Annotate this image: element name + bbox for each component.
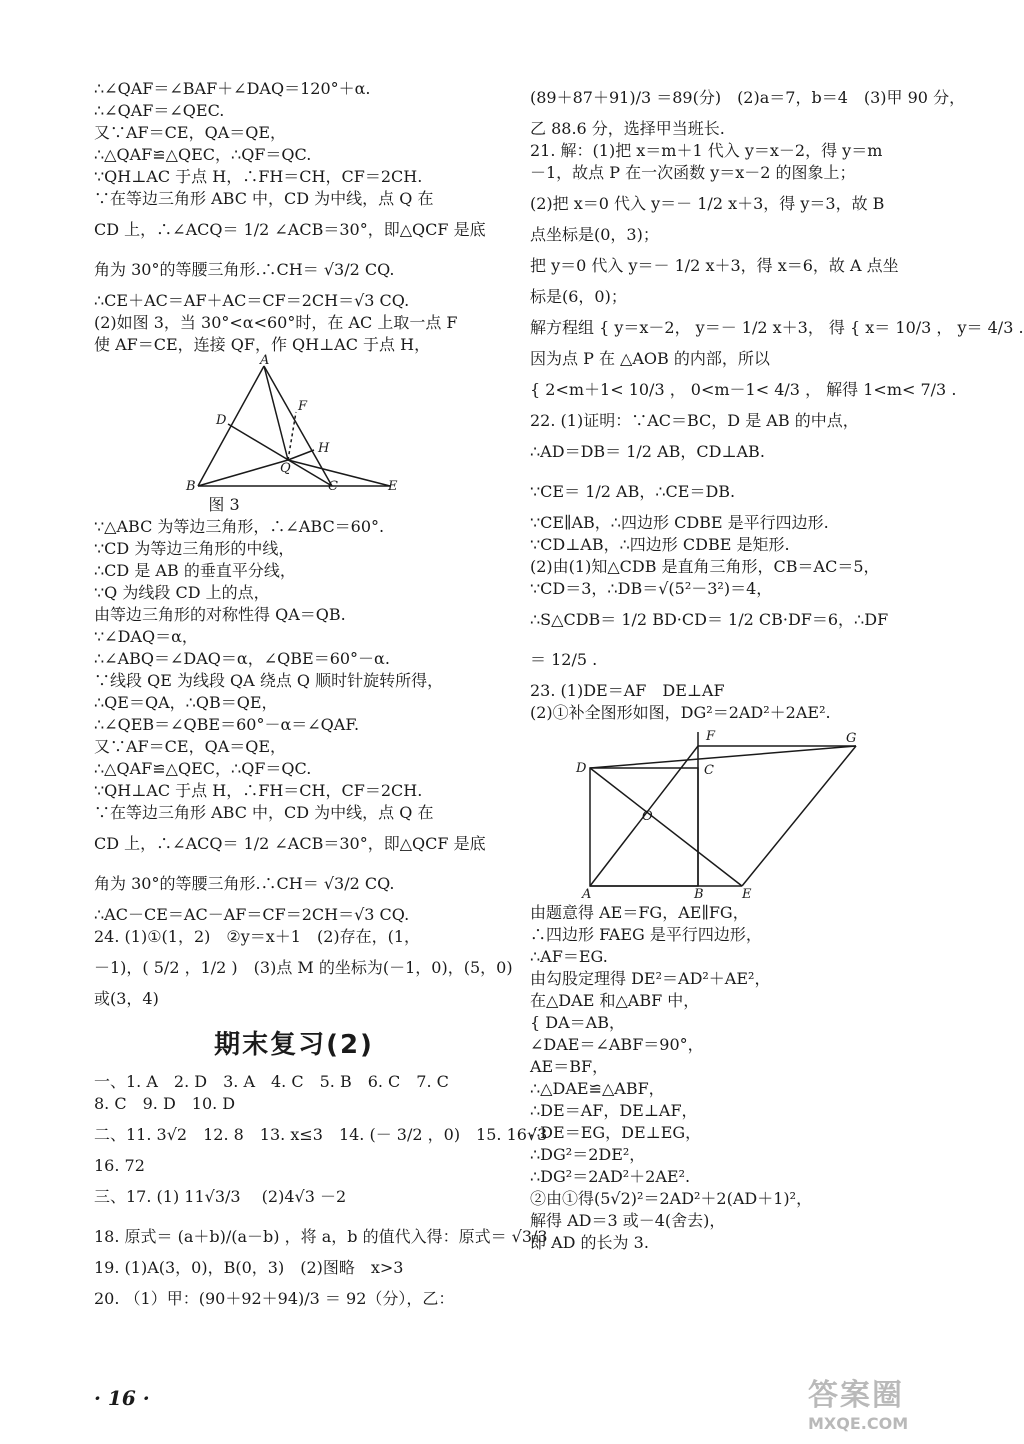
segment-DC bbox=[228, 424, 332, 486]
text-line: CD 上，∴∠ACQ＝ 1/2 ∠ACB＝30°，即△QCF 是底 bbox=[94, 834, 486, 853]
segment-DG bbox=[590, 746, 856, 768]
text-line: AE＝BF， bbox=[530, 1057, 609, 1076]
text-line: ∴AF＝EG. bbox=[530, 947, 608, 966]
text-line: 又∵AF＝CE，QA＝QE， bbox=[94, 123, 287, 142]
text-line: ∵CD＝3，∴DB＝√(5²－3²)＝4， bbox=[530, 579, 773, 598]
answer-line: 18. 原式＝ (a＋b)/(a－b) ，将 a，b 的值代入得：原式＝ √3/3 . bbox=[94, 1227, 558, 1246]
text-line: ∴∠ABQ＝∠DAQ＝α，∠QBE＝60°－α. bbox=[94, 649, 390, 668]
label-G: G bbox=[846, 731, 857, 746]
label-Q: Q bbox=[280, 461, 291, 476]
text-line: 因为点 P 在 △AOB 的内部，所以 bbox=[530, 349, 770, 368]
label-C: C bbox=[328, 479, 338, 494]
text-line: 把 y＝0 代入 y＝－ 1/2 x＋3，得 x＝6，故 A 点坐 bbox=[530, 256, 899, 275]
text-line: ∴∠QAF＝∠QEC. bbox=[94, 101, 225, 120]
text-line: 22. (1)证明：∵AC＝BC，D 是 AB 的中点， bbox=[530, 411, 859, 430]
text-line: 21. 解：(1)把 x＝m＋1 代入 y＝x－2，得 y＝m bbox=[530, 141, 883, 160]
text-line: －1)，( 5/2 ，1/2 ) (3)点 M 的坐标为(－1，0)，(5，0) bbox=[94, 958, 513, 977]
text-line: ∴△QAF≌△QEC，∴QF＝QC. bbox=[94, 759, 312, 778]
text-line: ∴DE＝AF，DE⊥AF， bbox=[530, 1101, 698, 1120]
text-line: 由等边三角形的对称性得 QA＝QB. bbox=[94, 605, 346, 624]
text-line: ∵CE＝ 1/2 AB，∴CE＝DB. bbox=[530, 482, 736, 501]
segment-DE bbox=[590, 768, 742, 886]
text-line: 24. (1)①(1，2) ②y＝x＋1 (2)存在，(1， bbox=[94, 927, 421, 946]
text-line: (89＋87＋91)/3 ＝89(分) (2)a＝7，b＝4 (3)甲 90 分， bbox=[530, 88, 966, 107]
figure-3 bbox=[94, 353, 398, 494]
label-E: E bbox=[388, 479, 398, 494]
text-line: 或(3，4) bbox=[94, 989, 159, 1008]
text-line: 乙 88.6 分，选择甲当班长. bbox=[530, 119, 725, 138]
text-line: ∴∠QEB＝∠QBE＝60°－α＝∠QAF. bbox=[94, 715, 360, 734]
square-ABCD bbox=[590, 768, 698, 886]
text-line: 即 AD 的长为 3. bbox=[530, 1233, 649, 1252]
text-line: { DA＝AB， bbox=[530, 1013, 625, 1032]
text-line: ∵Q 为线段 CD 上的点， bbox=[94, 583, 270, 602]
label-D: D bbox=[576, 761, 587, 776]
text-line: 标是(6，0)； bbox=[530, 287, 627, 306]
right-column bbox=[530, 78, 1024, 1254]
text-line: ∴△QAF≌△QEC，∴QF＝QC. bbox=[94, 145, 312, 164]
watermark-title: 答案圈 bbox=[808, 1378, 904, 1413]
label-H: H bbox=[318, 441, 330, 456]
text-line: 由题意得 AE＝FG，AE∥FG， bbox=[530, 903, 749, 922]
text-line: CD 上，∴∠ACQ＝ 1/2 ∠ACB＝30°，即△QCF 是底 bbox=[94, 220, 486, 239]
text-line: 解方程组 { y＝x－2， y＝－ 1/2 x＋3， 得 { x＝ 10/3 ， y＝ 4/3 . bbox=[530, 318, 1024, 337]
text-line: ∵QH⊥AC 于点 H，∴FH＝CH，CF＝2CH. bbox=[94, 167, 423, 186]
label-E: E bbox=[742, 887, 752, 902]
text-line: 由勾股定理得 DE²＝AD²＋AE²， bbox=[530, 969, 771, 988]
text-line: ∵QH⊥AC 于点 H，∴FH＝CH，CF＝2CH. bbox=[94, 781, 423, 800]
text-line: ∴CD 是 AB 的垂直平分线， bbox=[94, 561, 296, 580]
text-line: ②由①得(5√2)²＝2AD²＋2(AD＋1)²， bbox=[530, 1189, 813, 1208]
answer-line: 三、17. (1) 11√3/3 (2)4√3 －2 bbox=[94, 1187, 347, 1206]
figure-square-parallelogram bbox=[530, 728, 860, 902]
text-line: ∴DG²＝2AD²＋2AE². bbox=[530, 1167, 691, 1186]
label-D: D bbox=[216, 413, 227, 428]
text-line: ∵CD 为等边三角形的中线， bbox=[94, 539, 295, 558]
answer-line: 一、1. A 2. D 3. A 4. C 5. B 6. C 7. C bbox=[94, 1072, 449, 1091]
label-C: C bbox=[704, 763, 714, 778]
text-line: 使 AF＝CE，连接 QF，作 QH⊥AC 于点 H， bbox=[94, 335, 431, 354]
text-line: (2)把 x＝0 代入 y＝－ 1/2 x＋3，得 y＝3，故 B bbox=[530, 194, 885, 213]
text-line: ＝ 12/5 . bbox=[530, 650, 598, 669]
text-line: ∵△ABC 为等边三角形，∴∠ABC＝60°. bbox=[94, 517, 385, 536]
segment-BQ bbox=[198, 460, 288, 486]
label-F: F bbox=[298, 399, 308, 414]
text-line: ∠DAE＝∠ABF＝90°， bbox=[530, 1035, 704, 1054]
page-number: · 16 · bbox=[94, 1386, 150, 1410]
text-line: (2)①补全图形如图，DG²＝2AD²＋2AE². bbox=[530, 703, 831, 722]
text-line: －1，故点 P 在一次函数 y＝x－2 的图象上； bbox=[530, 163, 856, 182]
figure-caption: 图 3 bbox=[208, 495, 240, 514]
text-line: ∴AC－CE＝AC－AF＝CF＝2CH＝√3 CQ. bbox=[94, 905, 410, 924]
text-line: ∵在等边三角形 ABC 中，CD 为中线，点 Q 在 bbox=[94, 189, 434, 208]
segment-AQ bbox=[264, 366, 288, 460]
text-line: ∵CD⊥AB，∴四边形 CDBE 是矩形. bbox=[530, 535, 790, 554]
segment-QE bbox=[288, 460, 390, 486]
label-B: B bbox=[186, 479, 196, 494]
text-line: 又∵AF＝CE，QA＝QE， bbox=[94, 737, 287, 756]
text-line: 角为 30°的等腰三角形.∴CH＝ √3/2 CQ. bbox=[94, 260, 395, 279]
segment-GE bbox=[742, 746, 856, 886]
text-line: ∴△DAE≌△ABF， bbox=[530, 1079, 665, 1098]
text-line: 23. (1)DE＝AF DE⊥AF bbox=[530, 681, 725, 700]
text-line: ∴四边形 FAEG 是平行四边形， bbox=[530, 925, 762, 944]
label-A: A bbox=[260, 353, 270, 368]
text-line: ∴S△CDB＝ 1/2 BD·CD＝ 1/2 CB·DF＝6，∴DF bbox=[530, 610, 889, 629]
text-line: ∴DE＝EG，DE⊥EG， bbox=[530, 1123, 702, 1142]
text-line: (2)由(1)知△CDB 是直角三角形，CB＝AC＝5， bbox=[530, 557, 880, 576]
text-line: 解得 AD＝3 或－4(舍去)， bbox=[530, 1211, 726, 1230]
text-line: ∴DG²＝2DE²， bbox=[530, 1145, 646, 1164]
text-line: ∴AD＝DB＝ 1/2 AB，CD⊥AB. bbox=[530, 442, 765, 461]
text-line: ∵CE∥AB，∴四边形 CDBE 是平行四边形. bbox=[530, 513, 829, 532]
text-line: (2)如图 3，当 30°<α<60°时，在 AC 上取一点 F bbox=[94, 313, 458, 332]
section-title: 期末复习(2) bbox=[214, 1030, 374, 1060]
segment-QH bbox=[288, 450, 314, 460]
answer-line: 16. 72 bbox=[94, 1156, 145, 1175]
text-line: 角为 30°的等腰三角形.∴CH＝ √3/2 CQ. bbox=[94, 874, 395, 893]
text-line: ∵在等边三角形 ABC 中，CD 为中线，点 Q 在 bbox=[94, 803, 434, 822]
text-line: 在△DAE 和△ABF 中， bbox=[530, 991, 700, 1010]
label-O: O bbox=[642, 809, 653, 824]
answer-line: 19. (1)A(3，0)，B(0，3) (2)图略 x>3 bbox=[94, 1258, 404, 1277]
text-line: { 2<m＋1< 10/3 ， 0<m－1< 4/3 ， 解得 1<m< 7/3 . bbox=[530, 380, 957, 399]
watermark-url: MXQE.COM bbox=[808, 1414, 909, 1433]
text-line: ∵线段 QE 为线段 QA 绕点 Q 顺时针旋转所得， bbox=[94, 671, 444, 690]
label-A: A bbox=[582, 887, 592, 902]
text-line: ∵∠DAQ＝α， bbox=[94, 627, 198, 646]
text-line: ∴QE＝QA，∴QB＝QE， bbox=[94, 693, 278, 712]
label-B: B bbox=[694, 887, 704, 902]
answer-line: 二、11. 3√2 12. 8 13. x≤3 14. (－ 3/2 ，0) 15. 16√3 bbox=[94, 1125, 548, 1144]
text-line: ∴∠QAF＝∠BAF＋∠DAQ＝120°＋α. bbox=[94, 79, 371, 98]
answer-line: 20. （1）甲：(90＋92＋94)/3 ＝ 92（分），乙： bbox=[94, 1289, 455, 1308]
text-line: 点坐标是(0，3)； bbox=[530, 225, 659, 244]
answer-line: 8. C 9. D 10. D bbox=[94, 1094, 236, 1113]
label-F: F bbox=[706, 729, 716, 744]
text-line: ∴CE＋AC＝AF＋AC＝CF＝2CH＝√3 CQ. bbox=[94, 291, 410, 310]
left-column bbox=[94, 78, 558, 1319]
watermark-logo bbox=[808, 1370, 978, 1433]
